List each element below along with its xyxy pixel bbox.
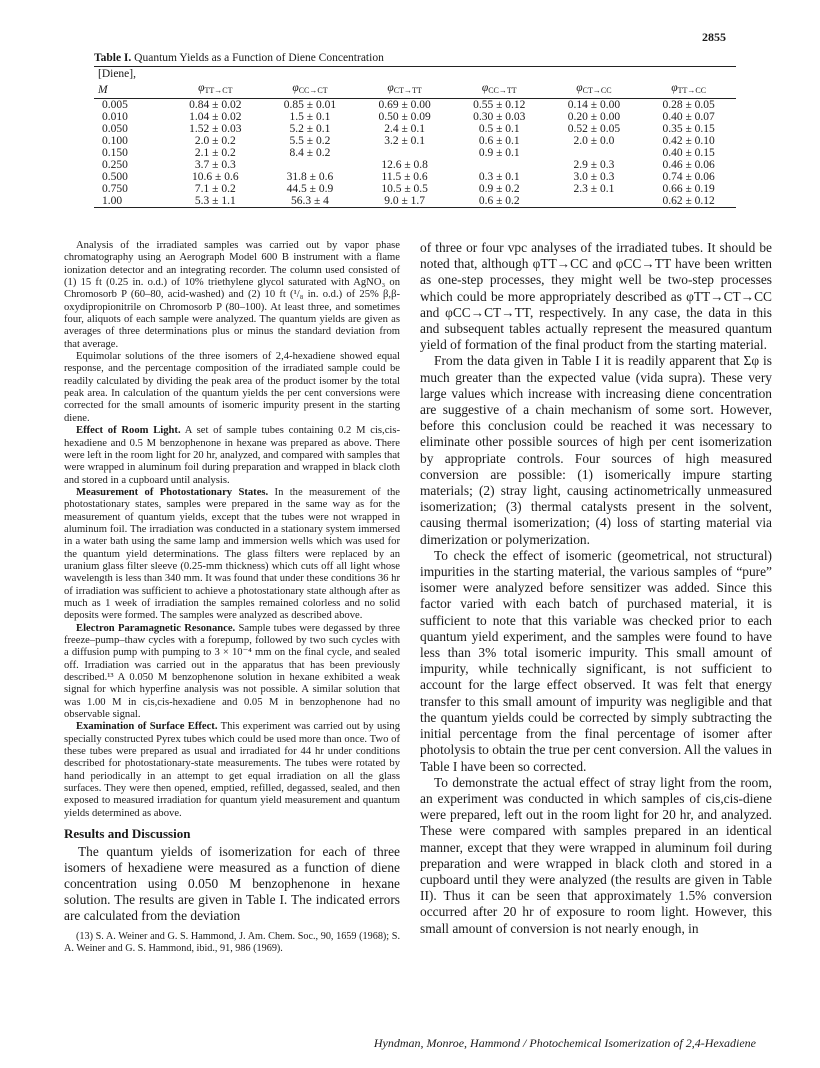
paragraph-photostationary bbox=[64, 487, 400, 623]
diene-concentration: 0.005 bbox=[102, 99, 128, 111]
quantum-yield-table bbox=[94, 66, 736, 208]
body-surface: This experiment was carried out by using specially constructed Pyrex tubes which could be used more than once. Two of these tubes were prepared as usual and irradiated for 44 hr under conditions described for photostationary-state measurements. The tubes were rotated by hand periodically in an attempt to get equal irradiation on all the glass surfaces. They were then opened, emptied, refilled, degassed, sealed, and then exposed to measured irradiation for quantum yield measurement and quantum yields determined as above. bbox=[64, 721, 400, 819]
quantum-yield-cell: 0.40 ± 0.07 bbox=[662, 111, 715, 123]
run-in-photostationary: Measurement of Photostationary States. bbox=[76, 486, 269, 498]
quantum-yield-cell: 0.5 ± 0.1 bbox=[478, 123, 520, 135]
table-title: Quantum Yields as a Function of Diene Concentration bbox=[134, 52, 384, 64]
paragraph-results: The quantum yields of isomerization for each of three isomers of hexadiene were measured as a function of diene concentration using 0.050 M benzophenone in hexane solution. The results are given in Table I. The indicated errors are calculated from the deviation bbox=[64, 843, 400, 924]
footnote-13: (13) S. A. Weiner and G. S. Hammond, J. Am. Chem. Soc., 90, 1659 (1968); S. A. Weiner and G. S. Hammond, ibid., 91, 986 (1969). bbox=[64, 930, 400, 954]
table-row bbox=[94, 171, 736, 183]
quantum-yield-cell: 2.9 ± 0.3 bbox=[573, 159, 615, 171]
run-in-surface: Examination of Surface Effect. bbox=[76, 721, 218, 733]
diene-concentration: 0.050 bbox=[102, 123, 128, 135]
quantum-yield-cell: 2.4 ± 0.1 bbox=[384, 123, 426, 135]
quantum-yield-cell: 5.2 ± 0.1 bbox=[289, 123, 331, 135]
table-row bbox=[94, 99, 736, 112]
quantum-yield-cell: 0.9 ± 0.2 bbox=[478, 183, 520, 195]
quantum-yield-cell: 7.1 ± 0.2 bbox=[194, 183, 236, 195]
quantum-yield-cell: 1.04 ± 0.02 bbox=[189, 111, 242, 123]
page-number: 2855 bbox=[702, 30, 726, 44]
phi-symbol: φ bbox=[292, 82, 299, 94]
right-column bbox=[420, 240, 772, 937]
quantum-yield-cell: 0.85 ± 0.01 bbox=[283, 99, 337, 111]
table-row bbox=[94, 135, 736, 147]
column-header bbox=[168, 81, 263, 99]
paragraph-right-4: To demonstrate the actual effect of stray light from the room, an experiment was conducted in which samples of cis,cis-diene were prepared, left out in the room light for 20 hr, and analyzed. These were compared with samples prepared in an identical manner, except that they were wrapped in aluminum foil during preparation and were wrapped in black cloth and stored in a cupboard until they were analyzed (the results are given in Table II). Thus it can be seen that approximately 1.5% conversion occurred after 20 hr of exposure to room light. However, this small amount of conversion is not nearly enough, in bbox=[420, 774, 772, 936]
quantum-yield-cell: 44.5 ± 0.9 bbox=[286, 183, 334, 195]
diene-concentration: 0.750 bbox=[102, 183, 128, 195]
quantum-yield-cell bbox=[547, 195, 642, 208]
paragraph-right-1: of three or four vpc analyses of the irradiated tubes. It should be noted that, although φTT→CC and φCC→TT have been written as one-step processes, they might well be two-step processes which could be more appropriately described as φTT→CT→CC and φCC→CT→TT, respectively. In any case, the data in this and subsequent tables actually represent the measured quantum yield of formation of the final product from the starting material. bbox=[420, 240, 772, 353]
quantum-yield-cell: 0.62 ± 0.12 bbox=[641, 195, 736, 208]
quantum-yield-cell: 0.66 ± 0.19 bbox=[662, 183, 715, 195]
phi-symbol: φ bbox=[198, 82, 205, 94]
quantum-yield-cell: 10.5 ± 0.5 bbox=[381, 183, 428, 195]
phi-symbol: φ bbox=[671, 82, 678, 94]
quantum-yield-cell: 11.5 ± 0.6 bbox=[381, 171, 428, 183]
quantum-yield-cell bbox=[547, 147, 642, 159]
paragraph-analysis: Analysis of the irradiated samples was carried out by vapor phase chromatography using an Aerograph Model 600 B instrument with a flame ionization detector and an integrating recorder. The column used consisted of (1) 15 ft (0.25 in. o.d.) of 10% triethylene glycol saturated with AgNO₃ on Chromosorb P (60–80, acid-washed) and (2) 10 ft (¹/₈ in. o.d.) of 25% β,β-oxydipropionitrile on Chromosorb P (80–100). At least three, and sometimes four, aliquots of each sample were analyzed. The quantum yields are given as averages of three determinations plus or minus the standard deviation from that average. bbox=[64, 240, 400, 350]
paragraph-equimolar: Equimolar solutions of the three isomers of 2,4-hexadiene showed equal response, and the percentage composition of the irradiated sample could be readily calculated by dividing the peak area of the product isomer by the total peak area. In calculation of the quantum yields the per cent conversions were corrected for the small amounts of isomeric impurity present in the starting diene. bbox=[64, 351, 400, 424]
quantum-yield-cell: 2.0 ± 0.0 bbox=[573, 135, 615, 147]
quantum-yield-cell bbox=[263, 159, 358, 171]
quantum-yield-cell: 31.8 ± 0.6 bbox=[286, 171, 334, 183]
phi-subscript: CC→CT bbox=[298, 86, 328, 95]
quantum-yield-cell: 0.6 ± 0.1 bbox=[478, 135, 520, 147]
quantum-yield-cell: 12.6 ± 0.8 bbox=[381, 159, 428, 171]
quantum-yield-cell: 0.35 ± 0.15 bbox=[662, 123, 715, 135]
quantum-yield-cell: 2.3 ± 0.1 bbox=[573, 183, 615, 195]
quantum-yield-cell: 1.52 ± 0.03 bbox=[189, 123, 242, 135]
paragraph-surface bbox=[64, 721, 400, 820]
table-row bbox=[94, 159, 736, 171]
phi-subscript: TT→CC bbox=[677, 86, 707, 95]
quantum-yield-cell: 0.28 ± 0.05 bbox=[662, 99, 715, 111]
quantum-yield-cell: 3.7 ± 0.3 bbox=[194, 159, 236, 171]
paragraph-room-light bbox=[64, 425, 400, 487]
table-row bbox=[94, 147, 736, 159]
phi-subscript: CT→CC bbox=[582, 86, 612, 95]
quantum-yield-cell bbox=[452, 159, 547, 171]
quantum-yield-cell: 0.50 ± 0.09 bbox=[378, 111, 431, 123]
phi-symbol: φ bbox=[481, 82, 489, 94]
paragraph-right-2: From the data given in Table I it is readily apparent that Σφ is much greater than the expected value (vida supra). These very large values which increase with increasing diene concentration are suggestive of a chain mechanism of some sort. However, before this conclusion could be reached it was necessary to eliminate other possible sources of high per cent isomerization by appropriate controls. Four sources of high measured conversion are possible: (1) isomerically impure starting materials; (2) stray light, causing actinometrically unmeasured isomerization; (3) thermal catalysts present in the solvent, causing thermal isomerization; (4) loss of starting material via dimerization or polymerization. bbox=[420, 353, 772, 547]
column-header bbox=[452, 81, 547, 99]
paragraph-right-3: To check the effect of isomeric (geometrical, not structural) impurities in the starting material, the various samples of “pure” isomer were analyzed before sensitizer was added. Since this factor varied with each batch of purchased material, it is sufficient to note that this variable was checked prior to each quantum yield experiment, and the samples were found to have less than 3% total isomeric impurity. This small amount of impurity, while technically significant, is not sufficient to account for the large effect observed. It was felt that energy transfer to this small amount of impurity was negligible and that the quantum yields could be corrected by simply subtracting the initial percentage from the final percentage of isomer after photolysis to obtain the true per cent conversion. All the values in Table I have been so corrected. bbox=[420, 547, 772, 774]
quantum-yield-cell: 56.3 ± 4 bbox=[263, 195, 358, 208]
quantum-yield-cell: 0.40 ± 0.15 bbox=[662, 147, 715, 159]
quantum-yield-cell: 5.5 ± 0.2 bbox=[289, 135, 331, 147]
table-row bbox=[94, 195, 736, 208]
results-heading: Results and Discussion bbox=[64, 826, 191, 842]
phi-subscript: CC→TT bbox=[488, 86, 517, 95]
table-row bbox=[94, 183, 736, 195]
column-header bbox=[263, 81, 358, 99]
running-footer: Hyndman, Monroe, Hammond / Photochemical Isomerization of 2,4-Hexadiene bbox=[373, 1036, 756, 1050]
quantum-yield-cell: 0.84 ± 0.02 bbox=[189, 99, 242, 111]
run-in-room-light: Effect of Room Light. bbox=[76, 425, 181, 437]
quantum-yield-cell: 0.69 ± 0.00 bbox=[378, 99, 431, 111]
column-header bbox=[357, 81, 452, 99]
diene-concentration: 0.010 bbox=[102, 111, 128, 123]
left-column bbox=[64, 240, 400, 955]
diene-concentration: 0.500 bbox=[102, 171, 128, 183]
diene-concentration: 0.250 bbox=[102, 159, 128, 171]
body-epr: Sample tubes were degassed by three freeze–pump–thaw cycles with a forepump, followed by two such cycles with a diffusion pump with pumping to 3 × 10⁻⁴ mm on the final cycle, and sealed off. Irradiation was carried out in the apparatus that has been previously described.¹³ A 0.050 M benzophenone solution in hexane exhibited a weak signal for which hyperfine analysis was not possible. A similar solution that was 1.00 M in cis,cis-hexadiene and 0.05 M in benzophenone had no observable signal. bbox=[64, 622, 400, 721]
phi-symbol: φ bbox=[387, 82, 394, 94]
column-header bbox=[641, 81, 736, 99]
quantum-yield-cell: 0.30 ± 0.03 bbox=[473, 111, 526, 123]
quantum-yield-cell: 2.0 ± 0.2 bbox=[194, 135, 236, 147]
quantum-yield-cell: 0.55 ± 0.12 bbox=[473, 99, 526, 111]
diene-concentration: 1.00 bbox=[94, 195, 168, 208]
table-row bbox=[94, 111, 736, 123]
quantum-yield-cell: 8.4 ± 0.2 bbox=[289, 147, 331, 159]
quantum-yield-cell: 2.1 ± 0.2 bbox=[194, 147, 236, 159]
table-row bbox=[94, 123, 736, 135]
table-label: Table I. bbox=[94, 52, 132, 64]
quantum-yield-cell: 0.14 ± 0.00 bbox=[567, 99, 621, 111]
body-room-light: A set of sample tubes containing 0.2 M cis,cis-hexadiene and 0.5 M benzophenone in hexane was prepared as above. There were left in the room light for 20 hr, analyzed, and compared with samples that were wrapped in aluminum foil during preparation and wrapped in black cloth and stored in a cupboard until analysis. bbox=[64, 425, 400, 486]
quantum-yield-cell: 1.5 ± 0.1 bbox=[289, 111, 331, 123]
quantum-yield-cell: 10.6 ± 0.6 bbox=[192, 171, 239, 183]
quantum-yield-cell: 0.20 ± 0.00 bbox=[567, 111, 621, 123]
quantum-yield-cell: 3.0 ± 0.3 bbox=[573, 171, 615, 183]
quantum-yield-cell: 0.52 ± 0.05 bbox=[567, 123, 621, 135]
table-caption bbox=[94, 52, 384, 64]
paragraph-epr bbox=[64, 623, 400, 722]
phi-symbol: φ bbox=[576, 82, 583, 94]
quantum-yield-cell: 0.74 ± 0.06 bbox=[662, 171, 715, 183]
diene-header: [Diene], bbox=[94, 67, 168, 82]
quantum-yield-cell: 0.6 ± 0.2 bbox=[452, 195, 547, 208]
diene-concentration: 0.100 bbox=[102, 135, 128, 147]
quantum-yield-cell: 0.3 ± 0.1 bbox=[478, 171, 520, 183]
run-in-epr: Electron Paramagnetic Resonance. bbox=[76, 622, 236, 634]
diene-concentration: 0.150 bbox=[102, 147, 128, 159]
quantum-yield-cell: 9.0 ± 1.7 bbox=[357, 195, 452, 208]
column-header bbox=[547, 81, 642, 99]
quantum-yield-cell bbox=[357, 147, 452, 159]
quantum-yield-cell: 0.42 ± 0.10 bbox=[662, 135, 715, 147]
diene-unit-header: M bbox=[94, 81, 168, 99]
phi-subscript: TT→CT bbox=[204, 86, 233, 95]
body-photostationary: In the measurement of the photostationary states, samples were prepared in the same way as for the measurement of quantum yields, except that the tubes were not wrapped in aluminum foil. The irradiation was conducted in a stationary system immersed in a water bath using the same lamp and immersion wells which was used for the quantum yield determinations. The glass filters were replaced by an uranium glass filter sleeve (0.25-mm thickness) which cuts off all light whose wavelength is less than 340 mm. It was found that under these conditions 36 hr of irradiation was sufficient to achieve a photostationary state although after as much as 1 week of irradiation the samples remained colorless and no solid deposits were formed. The samples were analyzed as described above. bbox=[64, 486, 400, 622]
phi-subscript: CT→TT bbox=[393, 86, 422, 95]
quantum-yield-cell: 0.46 ± 0.06 bbox=[662, 159, 715, 171]
quantum-yield-cell: 3.2 ± 0.1 bbox=[384, 135, 426, 147]
quantum-yield-cell: 5.3 ± 1.1 bbox=[168, 195, 263, 208]
quantum-yield-cell: 0.9 ± 0.1 bbox=[478, 147, 520, 159]
